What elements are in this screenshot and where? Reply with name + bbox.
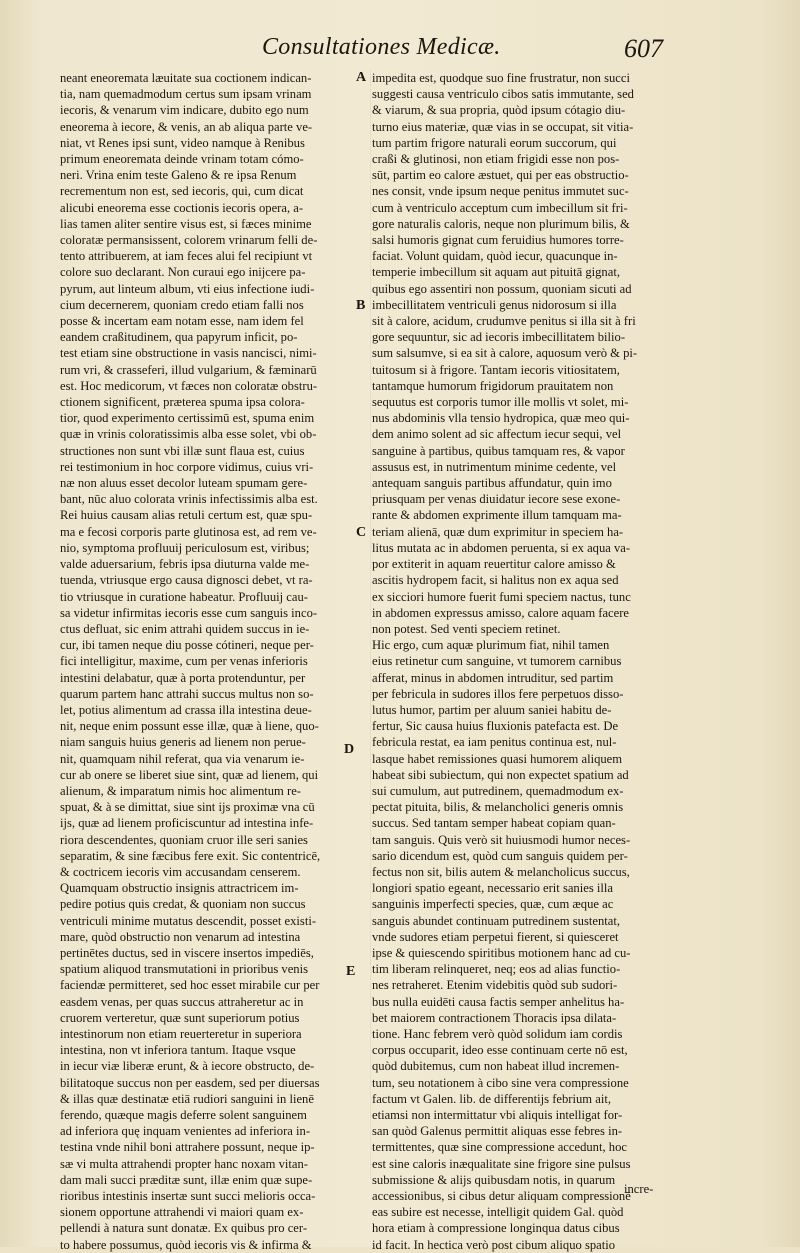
text-line: eas subire est necesse, intelligit quidem Gal. quòd [372, 1205, 624, 1220]
text-line: tione. Hanc febrem verò quòd solidum iam cordis [372, 1026, 623, 1041]
text-line: habeat sibi subiectum, qui non expectet spatium ad [372, 767, 629, 782]
text-line: faciat. Volunt quidam, quòd iecur, quacunque in- [372, 249, 618, 264]
text-line: tum, seu notationem à cibo sine vera compressione [372, 1075, 629, 1090]
text-line: easdem venas, per quas succus attraheretur ac in [60, 994, 304, 1009]
text-line: mare, quòd obstructio non venarum ad intestina [60, 929, 301, 944]
text-line: nus abdominis vlla tensio hydropica, quæ meo qui- [372, 411, 630, 426]
text-line: separatim, & sine fæcibus fere exit. Sic contentricē, [60, 848, 321, 863]
text-line: testina vnde nihil boni attrahere possunt, neque ip- [60, 1140, 315, 1155]
text-line: intestina, non vt inferiora tantum. Itaque vsque [60, 1043, 296, 1058]
text-line: riora descendentes, quoniam cruor ille seri sanies [60, 832, 308, 847]
text-line: ferendo, quæque magis deferre solent sanguinem [60, 1108, 307, 1122]
text-line: & illas quæ destinatæ etiā rudiori sanguini in lienē [60, 1091, 314, 1106]
text-line: san quòd Galenus permittit aliquas esse febres in- [372, 1124, 623, 1139]
text-line: cur, ibi tamen neque diu posse cótineri, neque per- [60, 638, 314, 653]
text-line: pellendi à natura sunt donatæ. Ex quibus pro cer- [60, 1221, 308, 1236]
text-line: per febricula in sudores illos fere perpetuos disso- [372, 686, 624, 701]
text-line: ascitis hydropem facit, si halitus non ex aqua sed [372, 573, 619, 588]
section-marker-c: C [356, 525, 367, 540]
text-line: coloratæ permansissent, colorem vrinarum felli de- [60, 233, 318, 248]
text-line: cium decernerem, quoniam credo etiam falli nos [60, 297, 304, 312]
text-line: est sine caloris inæqualitate sine frigore sine pulsus [372, 1156, 631, 1171]
text-line: succus. Sed tantam semper habeat copiam quan- [372, 816, 616, 831]
text-line: Hic ergo, cum aquæ plurimum fiat, nihil tamen [372, 638, 610, 653]
text-line: tior, quod experimento certissimū est, spuma enim [60, 411, 315, 426]
text-line: antequam sanguis partibus affundatur, quin imo [372, 476, 612, 491]
text-line: spuat, & à se dimittat, siue sint ijs proximæ vna cū [60, 800, 315, 815]
text-line: quarum partem hanc attrahi succus multus non so- [60, 686, 314, 701]
text-line: Rei huius causam alias retuli certum est, quæ spu- [60, 508, 313, 523]
right-column [372, 70, 674, 1253]
text-line: impedita est, quodque suo fine frustratur, non succi [372, 71, 630, 85]
text-line: assusus est, in nutrimentum minime cedente, vel [372, 459, 617, 474]
text-line: tam sanguis. Quis verò sit huiusmodi humor neces- [372, 832, 631, 847]
text-line: primum eneoremata deinde vrinam totam cómo- [60, 152, 304, 167]
text-line: nes consit, vnde ipsum neque penitus immutet suc- [372, 184, 629, 199]
text-line: pyrum, aut linteum album, vti eius infectione iudi- [60, 281, 315, 296]
text-line: colore suo declarant. Non curaui ego inijcere pa- [60, 265, 306, 280]
text-line: & viarum, & sua propria, quòd ipsum cótagio diu- [372, 103, 626, 118]
text-line: sanguis abundet continuam putredinem sustentat, [372, 913, 620, 928]
text-line: ipse & quiescendo spiritibus motionem hanc ad cu- [372, 945, 631, 960]
text-line: hora etiam à compressione longinqua datus cibus [372, 1221, 620, 1236]
text-line: sanguinis imperfecti species, quæ, cum æque ac [372, 897, 614, 912]
text-line: faciendæ permitteret, sed hoc esset mirabile cur per [60, 978, 320, 993]
text-line: tim liberam relinqueret, neq; eos ad alias functio- [372, 962, 621, 977]
gutter-shadow [370, 70, 371, 1180]
text-line: niat, vt Renes ipsi sunt, video namque à Renibus [60, 135, 305, 150]
text-line: vnde sudores etiam perpetui fierent, si quiesceret [372, 929, 619, 944]
text-line: rei testimonium in hoc corpore vidimus, cuius vri- [60, 459, 314, 474]
text-line: rante & abdomen exprimente illum tamquam ma- [372, 508, 622, 523]
page-number: 607 [624, 34, 663, 63]
text-line: dem animo solent ad sic affectum iecur sequi, vel [372, 427, 622, 442]
text-line: eius retinetur cum sanguine, vt tumorem carnibus [372, 654, 622, 669]
text-line: pertinētes ductus, sed in viscere insertos impediēs, [60, 945, 314, 960]
text-line: fertur, Sic causa huius fluxionis patefacta est. De [372, 719, 619, 734]
catchword: incre- [624, 1182, 654, 1196]
text-line: Quamquam obstructio insignis attractricem im- [60, 881, 299, 896]
text-line: nes retraheret. Etenim videbitis quòd sub sudori- [372, 978, 618, 993]
text-line: bilitatoque succus non per easdem, sed per diuersas [60, 1075, 320, 1090]
text-line: sionem opportune attrahendi vi maiori quam ex- [60, 1205, 304, 1220]
text-line: tio vtriusque in curatione habeatur. Profluuij cau- [60, 589, 308, 604]
text-line: test etiam sine obstructione in vasis nancisci, nimi- [60, 346, 317, 361]
text-line: longiori spatio egeant, necessario erit sanies illa [372, 881, 613, 896]
text-line: intestinorum non etiam reuerteretur in superiora [60, 1026, 302, 1041]
text-line: in iecur viæ liberæ erunt, & à iecore obstructo, de- [60, 1059, 315, 1074]
text-line: dam mali succi præditæ sunt, illæ enim quæ supe- [60, 1172, 313, 1187]
text-line: imbecillitatem ventriculi genus nidorosum si illa [372, 297, 617, 312]
text-line: ex sicciori humore fuerit fumi speciem nactus, tunc [372, 589, 631, 604]
text-line: termittentes, quæ sine compressione accedunt, hoc [372, 1140, 627, 1155]
text-line: nio, symptoma profluuij periculosum est, viribus; [60, 540, 310, 555]
text-line: salsi humoris gignat cum feruidius humores torre- [372, 233, 624, 248]
text-line: sui cumulum, aut putredinem, quemadmodum ex- [372, 783, 624, 798]
section-marker-b: B [356, 298, 366, 313]
text-line: sūt, partim eo calore æstuet, qui per eas obstructio- [372, 168, 629, 183]
text-line: ctus defluat, sic enim attrahi quidem succus in ie- [60, 621, 310, 636]
text-line: ventriculi minime mutatus descendit, posset existi- [60, 913, 317, 928]
text-line: neri. Vrina enim teste Galeno & re ipsa Renum [60, 168, 297, 183]
text-line: bant, nūc aluo colorata vrinis infectissimis alba est. [60, 492, 318, 507]
text-line: niam sanguis huius generis ad lienem non perue- [60, 735, 306, 750]
text-line: afferat, minus in abdomen intruditur, sed partim [372, 670, 614, 685]
text-line: sequutus est corporis tumor ille mollis vt solet, mi- [372, 395, 629, 410]
text-line: ad inferiora quę inquam venientes ad inferiora in- [60, 1124, 311, 1139]
text-line: rioribus intestinis insertæ sunt succi melioris occa- [60, 1189, 316, 1204]
text-line: ctionem significent, præterea spuma ipsa colora- [60, 395, 305, 410]
text-line: alienum, & imparatum nimis hoc alimentum re- [60, 783, 301, 798]
text-line: gore sequuntur, sic ad iecoris imbecillitatem bilio- [372, 330, 626, 345]
text-line: temperie imbecillum sit aquam aut pituitā gignat, [372, 265, 620, 280]
text-line: tantamque humorum frigidorum prauitatem non [372, 378, 614, 393]
text-line: non potest. Sed venti speciem retinet. [372, 621, 561, 636]
text-line: corpus occuparit, ideo esse continuam certe nō est, [372, 1043, 628, 1058]
text-line: let, potius alimentum ad crassa illa intestina deue- [60, 702, 312, 717]
text-line: & coctricem iecoris vim accusandam censerem. [60, 864, 301, 879]
text-line: priusquam per venas diuidatur iecore sese exone- [372, 492, 621, 507]
text-line: sa videtur infirmitas iecoris esse cum sanguis inco- [60, 605, 318, 620]
text-line: teriam alienā, quæ dum exprimitur in speciem ha- [372, 524, 624, 539]
text-line: sit à calore, acidum, crudumve penitus si illa sit à fri [372, 314, 636, 329]
page-header [262, 32, 682, 72]
text-line: structiones non sunt vbi illæ sunt flaua est, cuius [60, 443, 305, 458]
text-line: cur ab onere se liberet siue sint, quæ ad lienem, qui [60, 767, 319, 782]
text-line: turno eius materiæ, quæ vias in se occupat, sit vitia- [372, 119, 634, 134]
text-line: sario dicendum est, quòd cum sanguis quidem per- [372, 848, 628, 863]
text-line: eandem craßitudinem, qua papyrum inficit, po- [60, 330, 298, 345]
text-line: febricula restat, ea iam penitus continua est, nul- [372, 735, 617, 750]
text-line: tia, nam quemadmodum certus sum ipsam vrinam [60, 87, 312, 102]
text-line: cum à ventriculo acceptum cum imbecillum sit fri- [372, 200, 628, 215]
text-line: tuitosum si à frigore. Tantam iecoris vitiositatem, [372, 362, 620, 377]
text-line: craßi & glutinosi, non etiam frigidi esse non pos- [372, 152, 620, 167]
text-line: nit, quamquam nihil referat, qua via venarum ie- [60, 751, 305, 766]
text-line: litus mutata ac in abdomen peruenta, si ex aqua va- [372, 540, 631, 555]
text-line: intestini delabatur, quæ à porta protenduntur, per [60, 670, 306, 685]
text-line: suggesti causa ventriculo cibos satis immutante, sed [372, 87, 634, 102]
text-line: accessionibus, si cibus detur aliquam compressionē [372, 1189, 631, 1204]
section-marker-a: A [356, 70, 367, 85]
text-line: submissione & alijs quibusdam notis, in quarum [372, 1172, 616, 1187]
text-line: lias tamen aliter sentire visus est, si fæces minime [60, 216, 312, 231]
text-line: bet maiorem contractionem Thoracis ipsa dilata- [372, 1010, 617, 1025]
text-line: fici intelligitur, maxime, cum per venas inferioris [60, 654, 308, 669]
text-line: neant eneoremata læuitate sua coctionem indican- [60, 71, 312, 85]
text-line: id facit. In hectica verò post cibum aliquo spatio [372, 1237, 616, 1252]
text-line: cruorem verteretur, quæ sunt superiorum potius [60, 1010, 300, 1025]
text-line: tum partim frigore naturali eorum succorum, qui [372, 135, 617, 150]
text-line: lasque habet remissiones quasi humorem aliquem [372, 751, 623, 766]
text-line: rum vri, & crasseferi, illud vulgarium, & fæminarū [60, 362, 317, 377]
text-line: quòd dubitemus, cum non habeat illud incremen- [372, 1059, 620, 1074]
section-marker-d: D [344, 742, 355, 757]
text-line: sum salsumve, si ea sit à calore, aquosum verò & pi- [372, 346, 638, 361]
text-line: lutus humor, partim per aluum saniei habitu de- [372, 702, 612, 717]
text-line: iecoris, & venarum vim indicare, dubito ego num [60, 103, 309, 118]
text-line: etiamsi non intermittatur vbi aliquis intelligat for- [372, 1108, 623, 1122]
text-line: posse & incertam eam notam esse, nam idem fel [60, 314, 304, 329]
text-line: pectat pituita, bilis, & melancholici generis omnis [372, 800, 624, 815]
text-line: bus nulla euidēti causa factis semper anhelitus ha- [372, 994, 625, 1009]
text-line: recrementum non est, sed iecoris, qui, cum dicat [60, 184, 304, 199]
text-line: por extiterit in aquam reuertitur calore amisso & [372, 557, 616, 572]
text-line: quæ in vrinis coloratissimis alba esse solet, vbi ob- [60, 427, 317, 442]
running-title: Consultationes Medicæ. [262, 34, 501, 60]
text-line: est. Hoc medicorum, vt fæces non coloratæ obstru- [60, 378, 318, 393]
text-line: tento attribuerem, at iam feces alui fel recipiunt vt [60, 249, 313, 264]
text-line: valde aduersarium, febris ipsa diuturna valde me- [60, 557, 310, 572]
text-line: in abdomen expressus amisso, calore aquam facere [372, 605, 630, 620]
text-line: alicubi eneorema esse coctionis iecoris opera, a- [60, 200, 304, 215]
section-marker-e: E [346, 964, 356, 979]
text-line: to habere possumus, quòd iecoris vis & infirma & [60, 1237, 312, 1252]
text-line: pedire potius quis credat, & quoniam non succus [60, 897, 306, 912]
text-line: quibus ego assentiri non possum, quoniam sicuti ad [372, 281, 632, 296]
text-line: sæ vi multa attrahendi propter hanc noxam vitan- [60, 1156, 308, 1171]
text-line: nit, neque enim possunt esse illæ, quæ à liene, quo- [60, 719, 319, 734]
text-line: gore naturalis caloris, neque non plurimum bilis, & [372, 216, 630, 231]
text-line: fectus non sit, bilis autem & melancholicus succus, [372, 864, 630, 879]
text-line: ma e fecosi corporis parte glutinosa est, ad rem ve- [60, 524, 317, 539]
left-column [60, 70, 358, 1253]
text-line: tuenda, vtriusque ergo causa dignosci debet, vt ra- [60, 573, 313, 588]
text-line: sanguine à partibus, quibus tamquam res, & vapor [372, 443, 625, 458]
text-line: ijs, quæ ad lienem proficiscuntur ad intestina infe- [60, 816, 314, 831]
text-line: factum vt Galen. lib. de differentijs febrium ait, [372, 1091, 611, 1106]
text-line: næ non aluus esset decolor luteam spumam gere- [60, 476, 308, 491]
text-line: eneorema à iecore, & venis, an ab aliqua parte ve- [60, 119, 313, 134]
text-line: spatium aliquod transmutationi in prioribus venis [60, 962, 309, 977]
